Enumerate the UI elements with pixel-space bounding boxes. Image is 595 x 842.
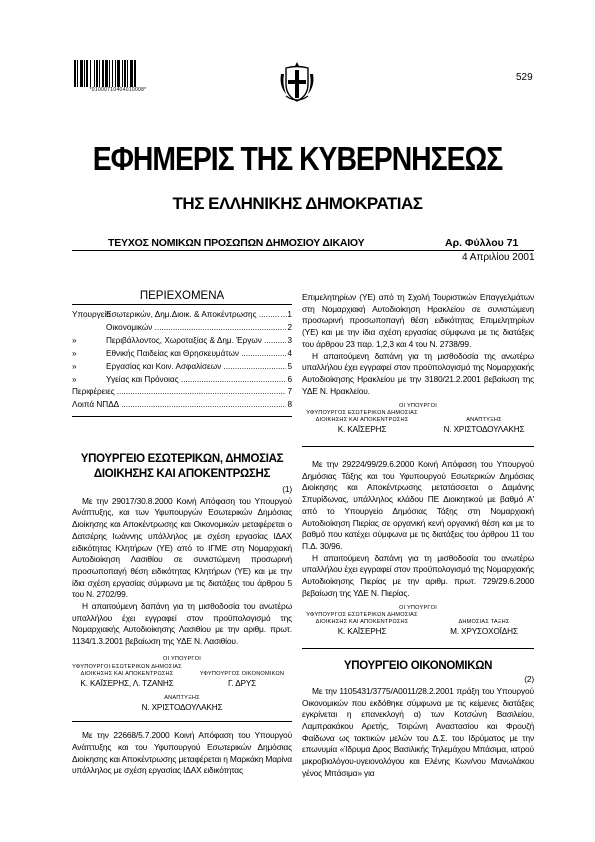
- right-column: [302, 292, 534, 780]
- signature-block: [302, 410, 534, 436]
- paragraph: Η απαιτούμενη δαπάνη για τη μισθοδοσία του ανωτέρω υπαλλήλου έχει εγγραφεί στον προϋπολογισμό της Νομαρχιακής Αυτοδιοίκησης Πιερίας με την αριθμ. πρωτ. 729/29.6.2000 βεβαίωση της ΥΔΕ Ν. Πιερίας.: [302, 552, 534, 598]
- toc-entry-page: 3: [287, 335, 292, 345]
- left-column: [72, 452, 292, 777]
- toc-entry-label: Εργασίας και Κοιν. Ασφαλίσεων .....: [106, 361, 286, 374]
- item-number-2: (2): [524, 674, 534, 685]
- toc-entry-prefix: »: [72, 335, 77, 345]
- toc-title: ΠΕΡΙΕΧΟΜΕΝΑ: [139, 290, 225, 302]
- toc-entry-page: ...1: [280, 310, 292, 319]
- paragraph: Η απαιτούμενη δαπάνη για τη μισθοδοσία του ανωτέρω υπαλλήλου έχει εγγραφεί στον προϋπολογισμό της Νομαρχιακής Αυτοδιοίκησης Λασιθίου με την αριθμ. πρωτ. 1134/1.3.2001 βεβαίωση της ΥΔΕ Ν. Λασιθίου.: [72, 601, 292, 647]
- section-title-finance: ΥΠΟΥΡΓΕΙΟ ΟΙΚΟΝΟΜΙΚΩΝ: [343, 660, 493, 673]
- toc-entry: [72, 361, 292, 374]
- gazette-title: ΕΦΗΜΕΡΙΣ ΤΗΣ ΚΥΒΕΡΝΗΣΕΩΣ: [92, 140, 503, 177]
- barcode: [74, 60, 162, 94]
- toc-entry-page: 7: [287, 387, 292, 397]
- toc-entry: [72, 309, 292, 322]
- table-of-contents: [72, 309, 292, 412]
- signature-title: ΑΝΑΠΤΥΞΗΣ: [466, 417, 502, 424]
- signature-name: Ν. ΧΡΙΣΤΟΔΟΥΛΑΚΗΣ: [443, 425, 525, 435]
- toc-entry-prefix: Λοιπά ΝΠΔΔ: [72, 400, 120, 410]
- signature-title: ΑΝΑΠΤΥΞΗΣ: [164, 694, 200, 701]
- toc-entry: [72, 322, 292, 335]
- signature-name: Κ. ΚΑΪΣΕΡΗΣ: [337, 627, 387, 637]
- divider: [72, 721, 292, 722]
- paragraph: Με την 29017/30.8.2000 Κοινή Απόφαση του Υπουργού Ανάπτυξης, και των Υφυπουργών Εσωτερικών Δημόσιας Διοίκησης και Αποκέντρωσης και Οικονομικών μεταφέρεται ο Δατσέρης Ιωάννης υπάλληλος με σχέση εργασίας ΙΔΑΧ ειδικότητας Κλητήρων (ΥΕ) από το ΙΓΜΕ στη Νομαρχιακή Αυτοδιοίκηση Λασιθίου σε συνιστώμενη προσωρινή προσωποπαγή θέση ειδικότητας Κλητήρων (ΥΕ) και με την ίδια σχέση εργασίας σύμφωνα με τις διατάξεις του άρθρου 5 του Ν. 2702/99.: [72, 495, 292, 600]
- issue-date: 4 Απριλίου 2001: [462, 252, 535, 263]
- divider: [302, 446, 534, 447]
- toc-rule: [72, 304, 292, 305]
- signature-header: ΟΙ ΥΠΟΥΡΓΟΙ: [399, 605, 437, 612]
- signature-name: Κ. ΚΑΪΣΕΡΗΣ: [337, 425, 387, 435]
- divider: [302, 648, 534, 649]
- issue-label: ΤΕΥΧΟΣ ΝΟΜΙΚΩΝ ΠΡΟΣΩΠΩΝ ΔΗΜΟΣΙΟΥ ΔΙΚΑΙΟΥ: [108, 237, 365, 249]
- toc-entry-page: 2: [287, 322, 292, 332]
- barcode-bar: [136, 60, 137, 87]
- signature-block: [72, 664, 292, 690]
- toc-entry: [72, 399, 292, 412]
- toc-entry-page: 4: [287, 348, 292, 358]
- signature-title: ΥΦΥΠΟΥΡΓΟΣ ΕΣΩΤΕΡΙΚΩΝ ΔΗΜΟΣΙΑΣ ΔΙΟΙΚΗΣΗΣ ΚΑΙ ΑΠΟΚΕΝΤΡΩΣΗΣ: [306, 612, 418, 626]
- signature-block: [302, 612, 534, 638]
- signature-title: ΥΦΥΠΟΥΡΓΟΣ ΟΙΚΟΝΟΜΙΚΩΝ: [199, 670, 285, 677]
- toc-bottom-rule: [72, 416, 292, 417]
- item-number-1: (1): [282, 484, 292, 494]
- barcode-number: *01000710404010008*: [89, 87, 147, 93]
- toc-entry-label: Εσωτερικών, Δημ.Διοικ. & Αποκέντρωσης .....: [106, 309, 280, 322]
- toc-entry-label: [117, 386, 287, 399]
- toc-entry-prefix: »: [72, 374, 77, 384]
- signature-header: ΟΙ ΥΠΟΥΡΓΟΙ: [163, 655, 201, 662]
- section-title-interior: ΥΠΟΥΡΓΕΙΟ ΕΣΩΤΕΡΙΚΩΝ, ΔΗΜΟΣΙΑΣ ΔΙΟΙΚΗΣΗΣ ΚΑΙ ΑΠΟΚΕΝΤΡΩΣΗΣ: [80, 453, 284, 480]
- signature-title: ΔΗΜΟΣΙΑΣ ΤΑΞΗΣ: [458, 619, 510, 626]
- paragraph: Η απαιτούμενη δαπάνη για τη μισθοδοσία της ανωτέρω υπαλλήλου έχει εγγραφεί στον προϋπολογισμό της Νομαρχιακής Αυτοδιοίκησης Ηρακλείου με την 3180/21.2.2001 βεβαίωση της ΥΔΕ Ν. Ηρακλείου.: [302, 350, 534, 396]
- toc-entry-page: 8: [287, 400, 292, 410]
- page-number: 529: [516, 72, 533, 83]
- toc-entry-prefix: Υπουργείο: [72, 310, 111, 319]
- paragraph: Με την 1105431/3775/Α0011/28.2.2001 πράξη του Υπουργού Οικονομικών που εκδόθηκε σύμφωνα με τις κείμενες διατάξεις εγκρίνεται η επανεκλογή α) των Κοτσώνη Βασιλείου, Λαμπρακάκου Αρετής, Τσιρώνη Αναστασίου και Φρουζή Φαίδωνα ως τακτικών μελών του Δ.Σ. του Ιδρύματος με την επωνυμία «Ίδρυμα Δρος Βασιλικής Τηλεμάχου Μπάσιμα, ιατρού μικροβιολόγου-υγειονολόγου και Ελένης Κων/νου Μανωλάκου γένος Μπάσιμα» για: [302, 685, 534, 778]
- paragraph: Με την 29224/99/29.6.2000 Κοινή Απόφαση του Υπουργού Δημόσιας Τάξης και του Υφυπουργού Εσωτερικών Δημόσιας Διοίκησης και Αποκέντρωσης μετατάσσεται ο Δαμάνης Σπυρίδωνας, υπάλληλος κλάδου ΠΕ Διοικητικού με βαθμό Α' από το Υπουργείο Δημόσιας Τάξης στη Νομαρχιακή Αυτοδιοίκηση Πιερίας σε οργανική κενή οργανική θέση και με το βαθμό που κατέχει σύμφωνα με τις διατάξεις του άρθρου 11 του Π.Δ. 30/96.: [302, 459, 534, 551]
- signature-title: ΥΦΥΠΟΥΡΓΟΣ ΕΣΩΤΕΡΙΚΩΝ ΔΗΜΟΣΙΑΣ ΔΙΟΙΚΗΣΗΣ ΚΑΙ ΑΠΟΚΕΝΤΡΩΣΗΣ: [306, 410, 418, 424]
- signature-header: ΟΙ ΥΠΟΥΡΓΟΙ: [399, 403, 437, 410]
- signature-name: Γ. ΔΡΥΣ: [227, 678, 257, 688]
- greek-coat-of-arms-icon: [278, 60, 316, 104]
- toc-entry-label: [121, 399, 286, 412]
- toc-entry-label: Οικονομικών .....: [106, 322, 286, 335]
- toc-entry-prefix: »: [72, 361, 77, 371]
- header-rule: [72, 250, 534, 251]
- toc-entry-label: Εθνικής Παιδείας και Θρησκευμάτων .....: [106, 348, 286, 361]
- signature-name: Ν. ΧΡΙΣΤΟΔΟΥΛΑΚΗΣ: [141, 702, 223, 712]
- signature-title: ΥΦΥΠΟΥΡΓΟΙ ΕΣΩΤΕΡΙΚΩΝ ΔΗΜΟΣΙΑΣ ΔΙΟΙΚΗΣΗΣ ΚΑΙ ΑΠΟΚΕΝΤΡΩΣΗΣ: [72, 663, 182, 677]
- toc-entry-prefix: Περιφέρειες: [72, 387, 115, 397]
- paragraph: Επιμελητηρίων (ΥΕ) από τη Σχολή Τουριστικών Επαγγελμάτων στη Νομαρχιακή Αυτοδιοίκηση Ηρακλείου σε συνιστώμενη προσωρινή προσωποπαγή θέση ειδικότητας Επιμελητηρίων (ΥΕ) και με την ίδια σχέση εργασίας σύμφωνα με τις διατάξεις του άρθρου 23 παρ. 1,2,3 και 4 του Ν. 2738/99.: [302, 292, 534, 349]
- toc-entry: [72, 348, 292, 361]
- toc-entry-label: Περιβάλλοντος, Χωροταξίας & Δημ. Έργων .....: [106, 335, 286, 348]
- toc-entry: [72, 374, 292, 387]
- toc-entry: [72, 335, 292, 348]
- toc-entry-page: 6: [287, 374, 292, 384]
- signature-name: Κ. ΚΑΪΣΕΡΗΣ, Λ. ΤΖΑΝΗΣ: [80, 678, 174, 688]
- sheet-number: Αρ. Φύλλου 71: [445, 237, 519, 249]
- gazette-subtitle: ΤΗΣ ΕΛΛΗΝΙΚΗΣ ΔΗΜΟΚΡΑΤΙΑΣ: [172, 194, 423, 213]
- toc-entry-prefix: [72, 322, 106, 335]
- toc-entry-page: 5: [287, 361, 292, 371]
- toc-entry-label: Υγείας και Πρόνοιας .....: [106, 374, 286, 387]
- toc-entry: [72, 386, 292, 399]
- paragraph: Με την 22668/5.7.2000 Κοινή Απόφαση του Υπουργού Ανάπτυξης και του Υφυπουργού Εσωτερικών Δημόσιας Διοίκησης και Αποκέντρωσης μεταφέρεται η Μαρκάκη Μαρίνα υπάλληλος με σχέση εργασίας ΙΔΑΧ ειδικότητας: [72, 730, 292, 776]
- signature-name: Μ. ΧΡΥΣΟΧΟΪΔΗΣ: [450, 627, 518, 637]
- toc-entry-prefix: »: [72, 348, 77, 358]
